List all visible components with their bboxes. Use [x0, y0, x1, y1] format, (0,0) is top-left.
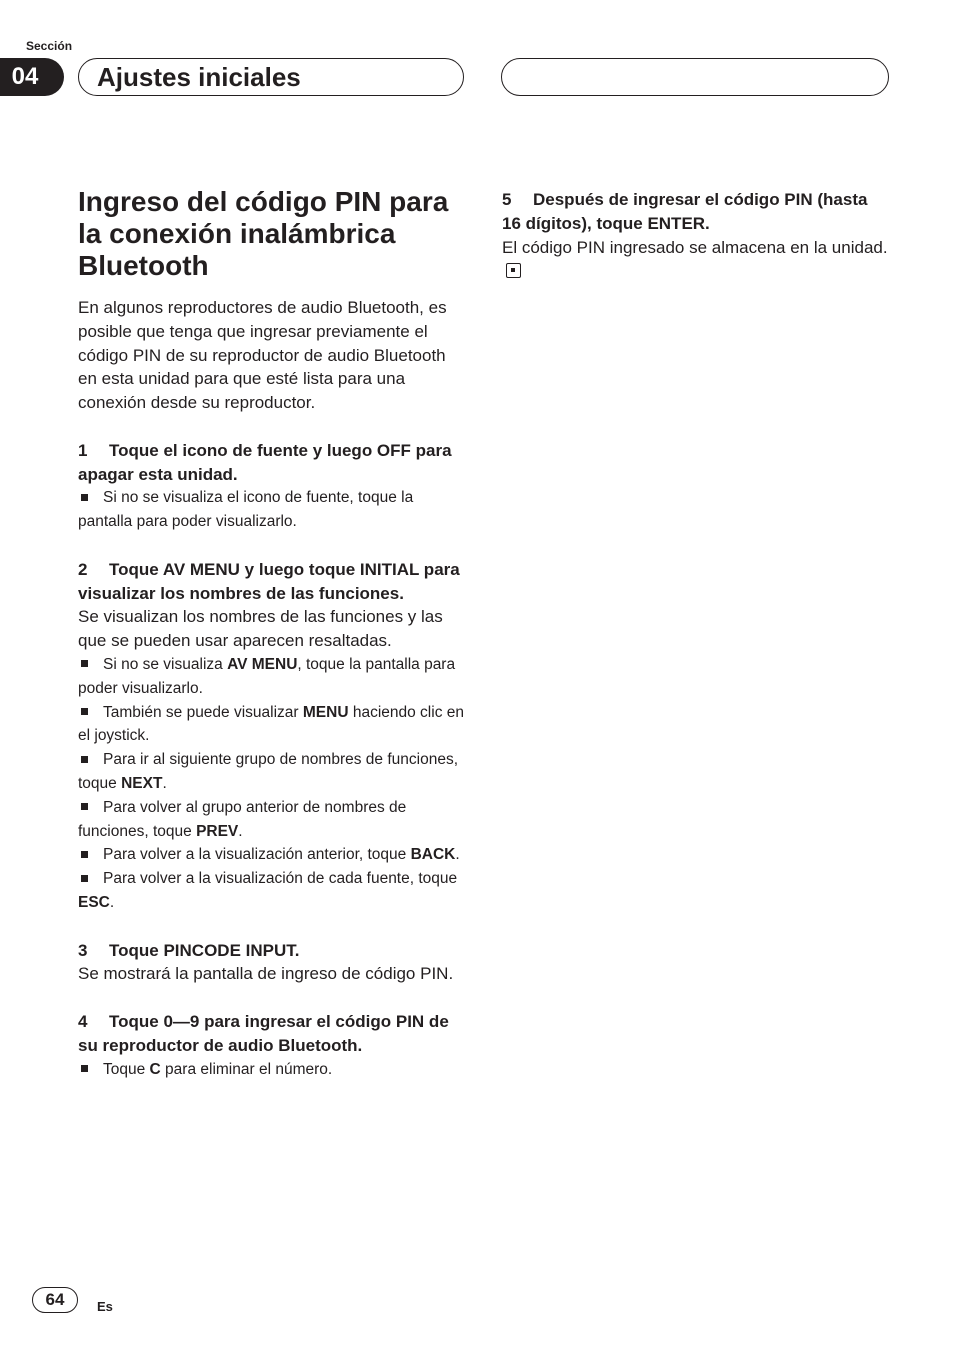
step-1: [78, 439, 466, 487]
step-number: 5: [502, 190, 512, 209]
intro-paragraph: En algunos reproductores de audio Bluetooth, es posible que tenga que ingresar previamente el código PIN de su reproductor de audio Bluetooth en esta unidad para que esté lista para una conexión desde su reproductor.: [78, 298, 447, 413]
note: Toque C para eliminar el número.: [78, 1058, 466, 1082]
bullet-square-icon: [81, 1065, 88, 1072]
note: Para ir al siguiente grupo de nombres de funciones, toque NEXT.: [78, 751, 458, 792]
note: Para volver a la visualización de cada fuente, toque ESC.: [78, 870, 458, 911]
end-of-section-icon: [506, 263, 521, 278]
bullet-square-icon: [81, 875, 88, 882]
section-number-badge: 04: [0, 58, 64, 96]
bullet-square-icon: [81, 660, 88, 667]
section-blank-box: [501, 58, 889, 96]
step-3-body: Se mostrará la pantalla de ingreso de código PIN.: [78, 964, 454, 984]
language-code: Es: [97, 1299, 113, 1314]
step-text: Toque el icono de fuente y luego OFF para apagar esta unidad.: [78, 440, 452, 484]
note: Si no se visualiza el icono de fuente, toque la pantalla para poder visualizarlo.: [78, 489, 414, 531]
bullet-square-icon: [81, 494, 88, 501]
bullet-square-icon: [81, 708, 88, 715]
step-text: Toque AV MENU y luego toque INITIAL para visualizar los nombres de las funciones.: [78, 559, 460, 603]
step-2: [78, 558, 466, 606]
step-5: [502, 188, 890, 236]
step-number: 4: [78, 1011, 88, 1031]
step-2-body: Se visualizan los nombres de las funciones y las que se pueden usar aparecen resaltadas.: [78, 607, 443, 651]
right-column: [502, 186, 890, 283]
page-number: 64: [32, 1287, 78, 1313]
step-number: 2: [78, 559, 88, 579]
bullet-square-icon: [81, 803, 88, 810]
step-4: [78, 1010, 466, 1058]
step-3: [78, 939, 466, 963]
section-title-box: [78, 58, 464, 96]
bullet-square-icon: [81, 851, 88, 858]
bullet-square-icon: [81, 756, 88, 763]
left-column: [78, 186, 466, 1081]
note: Para volver a la visualización anterior, toque BACK.: [78, 843, 466, 867]
step-text: Después de ingresar el código PIN (hasta 16 dígitos), toque ENTER.: [502, 190, 868, 233]
note: También se puede visualizar MENU haciendo clic en el joystick.: [78, 703, 464, 745]
step-text: Toque 0—9 para ingresar el código PIN de su reproductor de audio Bluetooth.: [78, 1011, 449, 1055]
note: Para volver al grupo anterior de nombres de funciones, toque PREV.: [78, 798, 407, 840]
step-number: 1: [78, 440, 88, 460]
note: Si no se visualiza AV MENU, toque la pantalla para poder visualizarlo.: [78, 655, 456, 697]
step-5-body: El código PIN ingresado se almacena en la unidad.: [502, 236, 890, 284]
article-title: Ingreso del código PIN para la conexión inalámbrica Bluetooth: [78, 186, 449, 281]
step-number: 3: [78, 940, 88, 960]
section-title: Ajustes iniciales: [97, 62, 301, 92]
step-text: Toque PINCODE INPUT.: [109, 940, 300, 960]
section-label: Sección: [26, 39, 73, 53]
